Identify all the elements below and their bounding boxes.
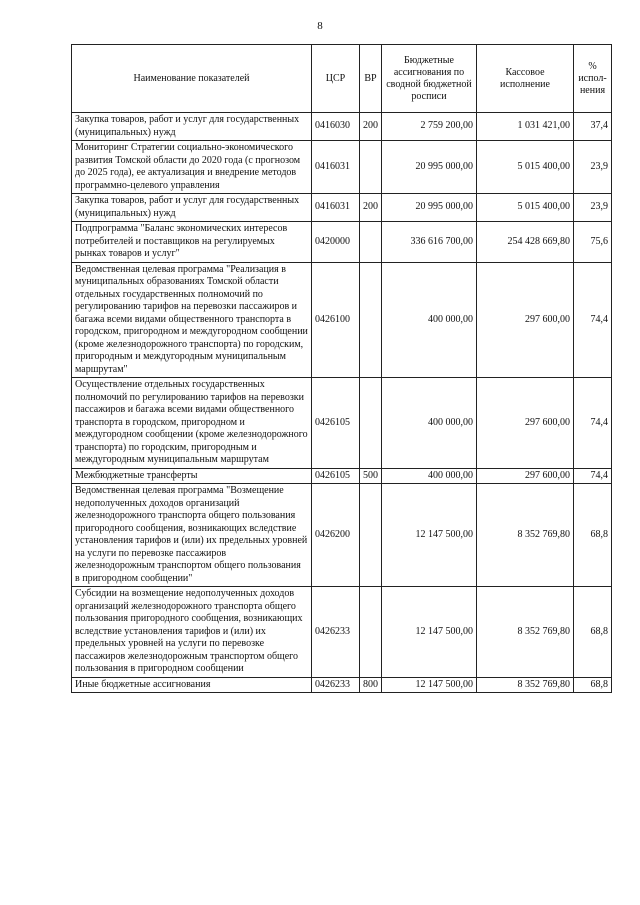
row-name: Закупка товаров, работ и услуг для государственных (муниципальных) нужд: [72, 194, 312, 222]
table-row: [72, 222, 612, 263]
row-csr: 0426100: [312, 262, 360, 378]
row-name: Осуществление отдельных государственных полномочий по регулированию тарифов на перевозки пассажиров и багажа всеми видами общественного транспорта в городском, пригородном и междугородном сообщении (кроме железнодорожного транспорта) по городским, пригородным и междугородным муниципальным маршрутам: [72, 378, 312, 469]
row-assignments: 400 000,00: [382, 262, 477, 378]
row-vr: [360, 587, 382, 678]
table-row: [72, 677, 612, 693]
row-execution: 8 352 769,80: [477, 677, 574, 693]
header-execution: Кассовое исполнение: [477, 45, 574, 113]
row-percent: 74,4: [574, 262, 612, 378]
row-execution: 297 600,00: [477, 468, 574, 484]
row-name: Иные бюджетные ассигнования: [72, 677, 312, 693]
row-percent: 37,4: [574, 113, 612, 141]
row-name: Мониторинг Стратегии социально-экономического развития Томской области до 2020 года (с прогнозом до 2025 года), ее актуализация и внедрение методов программно-целевого управления: [72, 141, 312, 194]
row-vr: 800: [360, 677, 382, 693]
table-row: [72, 468, 612, 484]
table-row: [72, 262, 612, 378]
table-row: [72, 194, 612, 222]
header-vr: ВР: [360, 45, 382, 113]
row-assignments: 2 759 200,00: [382, 113, 477, 141]
row-assignments: 400 000,00: [382, 378, 477, 469]
row-execution: 8 352 769,80: [477, 587, 574, 678]
header-name: Наименование показателей: [72, 45, 312, 113]
row-execution: 254 428 669,80: [477, 222, 574, 263]
row-assignments: 20 995 000,00: [382, 194, 477, 222]
header-csr: ЦСР: [312, 45, 360, 113]
row-csr: 0416030: [312, 113, 360, 141]
row-name: Ведомственная целевая программа "Реализация в муниципальных образованиях Томской области отдельных государственных полномочий по регулированию тарифов на перевозки пассажиров и багажа всеми видами общественного транспорта в городском, пригородном и междугородном сообщении (кроме железнодорожного транспорта) по городским, пригородным и междугородным муниципальным маршрутам": [72, 262, 312, 378]
row-vr: 500: [360, 468, 382, 484]
row-csr: 0420000: [312, 222, 360, 263]
row-percent: 68,8: [574, 587, 612, 678]
row-assignments: 20 995 000,00: [382, 141, 477, 194]
row-csr: 0416031: [312, 141, 360, 194]
row-name: Подпрограмма "Баланс экономических интересов потребителей и поставщиков на регулируемых рынках товаров и услуг": [72, 222, 312, 263]
row-execution: 5 015 400,00: [477, 194, 574, 222]
row-name: Закупка товаров, работ и услуг для государственных (муниципальных) нужд: [72, 113, 312, 141]
row-vr: [360, 141, 382, 194]
row-assignments: 12 147 500,00: [382, 677, 477, 693]
row-vr: 200: [360, 194, 382, 222]
row-csr: 0416031: [312, 194, 360, 222]
table-row: [72, 113, 612, 141]
row-percent: 75,6: [574, 222, 612, 263]
budget-table: [71, 44, 612, 693]
row-csr: 0426105: [312, 378, 360, 469]
row-name: Межбюджетные трансферты: [72, 468, 312, 484]
table-row: [72, 484, 612, 587]
row-execution: 1 031 421,00: [477, 113, 574, 141]
row-csr: 0426233: [312, 587, 360, 678]
row-percent: 74,4: [574, 468, 612, 484]
row-assignments: 336 616 700,00: [382, 222, 477, 263]
row-vr: 200: [360, 113, 382, 141]
row-vr: [360, 378, 382, 469]
table-header-row: [72, 45, 612, 113]
page-number: 8: [317, 20, 323, 32]
row-percent: 68,8: [574, 484, 612, 587]
row-assignments: 12 147 500,00: [382, 587, 477, 678]
row-csr: 0426200: [312, 484, 360, 587]
row-execution: 5 015 400,00: [477, 141, 574, 194]
row-csr: 0426105: [312, 468, 360, 484]
row-name: Субсидии на возмещение недополученных доходов организаций железнодорожного транспорта общего пользования пригородного сообщения, возникающих вследствие установления тарифов и (или) их предельных уровней на услуги по перевозке пассажиров железнодорожным транспортом общего пользования в пригородном сообщении: [72, 587, 312, 678]
row-percent: 23,9: [574, 141, 612, 194]
row-execution: 297 600,00: [477, 262, 574, 378]
row-percent: 68,8: [574, 677, 612, 693]
table-row: [72, 141, 612, 194]
header-percent: % испол-нения: [574, 45, 612, 113]
row-csr: 0426233: [312, 677, 360, 693]
row-percent: 74,4: [574, 378, 612, 469]
row-assignments: 400 000,00: [382, 468, 477, 484]
row-vr: [360, 484, 382, 587]
row-vr: [360, 222, 382, 263]
header-assignments: Бюджетные ассигнования по сводной бюджетной росписи: [382, 45, 477, 113]
row-execution: 8 352 769,80: [477, 484, 574, 587]
row-assignments: 12 147 500,00: [382, 484, 477, 587]
row-vr: [360, 262, 382, 378]
table-row: [72, 587, 612, 678]
row-percent: 23,9: [574, 194, 612, 222]
table-row: [72, 378, 612, 469]
row-name: Ведомственная целевая программа "Возмещение недополученных доходов организаций железнодорожного транспорта общего пользования пригородного сообщения, возникающих вследствие установления тарифов и (или) их предельных уровней на услуги по перевозке пассажиров железнодорожным транспортом общего пользования в пригородном сообщении": [72, 484, 312, 587]
row-execution: 297 600,00: [477, 378, 574, 469]
